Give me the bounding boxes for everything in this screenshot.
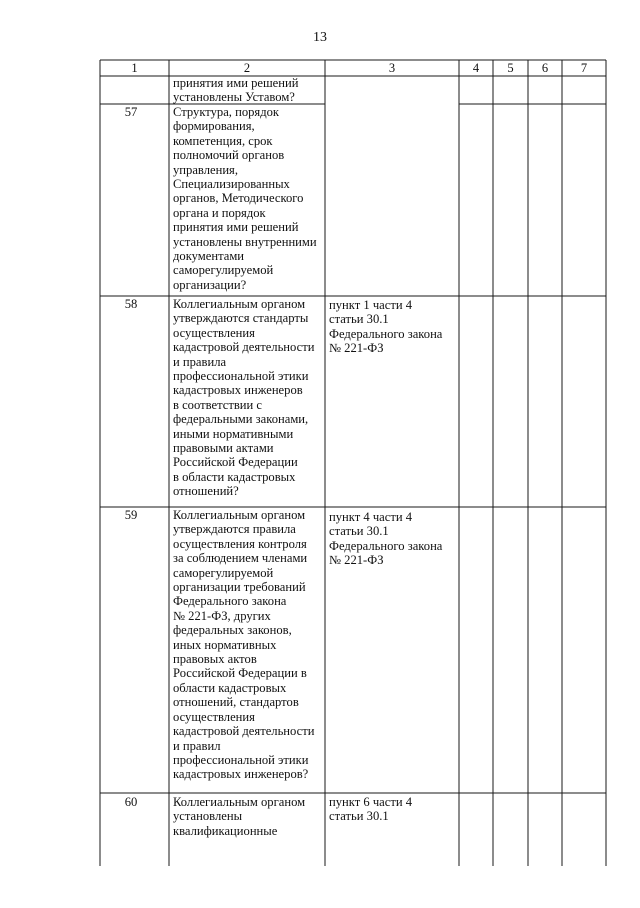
header-col-7: 7 [580, 61, 588, 75]
table-row-question: Коллегиальным органом установлены квалификационные [173, 795, 306, 838]
table-row-basis: пункт 6 части 4 статьи 30.1 [329, 795, 413, 824]
header-col-3: 3 [388, 61, 396, 75]
table-row-question: Структура, порядок формирования, компетенция, срок полномочий органов управления, Специализированных органов, Методического органа и порядок принятия ими решений установлены внутренними документами саморегулируемой организации? [173, 105, 317, 292]
table-row-question: Коллегиальным органом утверждаются стандарты осуществления кадастровой деятельности и правила профессиональной этики кадастровых инженеров в соответствии с федеральными законами, иными нормативными правовыми актами Российской Федерации в области кадастровых отношений? [173, 297, 315, 499]
table-row-question: Коллегиальным органом утверждаются правила осуществления контроля за соблюдением членами саморегулируемой организации требований Федерального закона № 221-ФЗ, других федеральных законов, иных нормативных правовых актов Российской Федерации в области кадастровых отношений, стандартов осуществления кадастровой деятельности и правил профессиональной этики кадастровых инженеров? [173, 508, 315, 782]
table-row-basis: пункт 1 части 4 статьи 30.1 Федерального закона № 221-ФЗ [329, 298, 443, 356]
header-col-2: 2 [243, 61, 251, 75]
row-number: 60 [124, 795, 138, 809]
header-col-6: 6 [541, 61, 549, 75]
header-col-4: 4 [472, 61, 480, 75]
page-number: 13 [313, 30, 327, 45]
row-number: 59 [124, 508, 138, 522]
row-number: 57 [124, 105, 138, 119]
row-number: 58 [124, 297, 138, 311]
header-col-5: 5 [507, 61, 514, 75]
header-col-1: 1 [131, 61, 138, 75]
table-row-basis: пункт 4 части 4 статьи 30.1 Федерального закона № 221-ФЗ [329, 510, 443, 568]
table-row-question: принятия ими решений установлены Уставом? [173, 76, 299, 105]
